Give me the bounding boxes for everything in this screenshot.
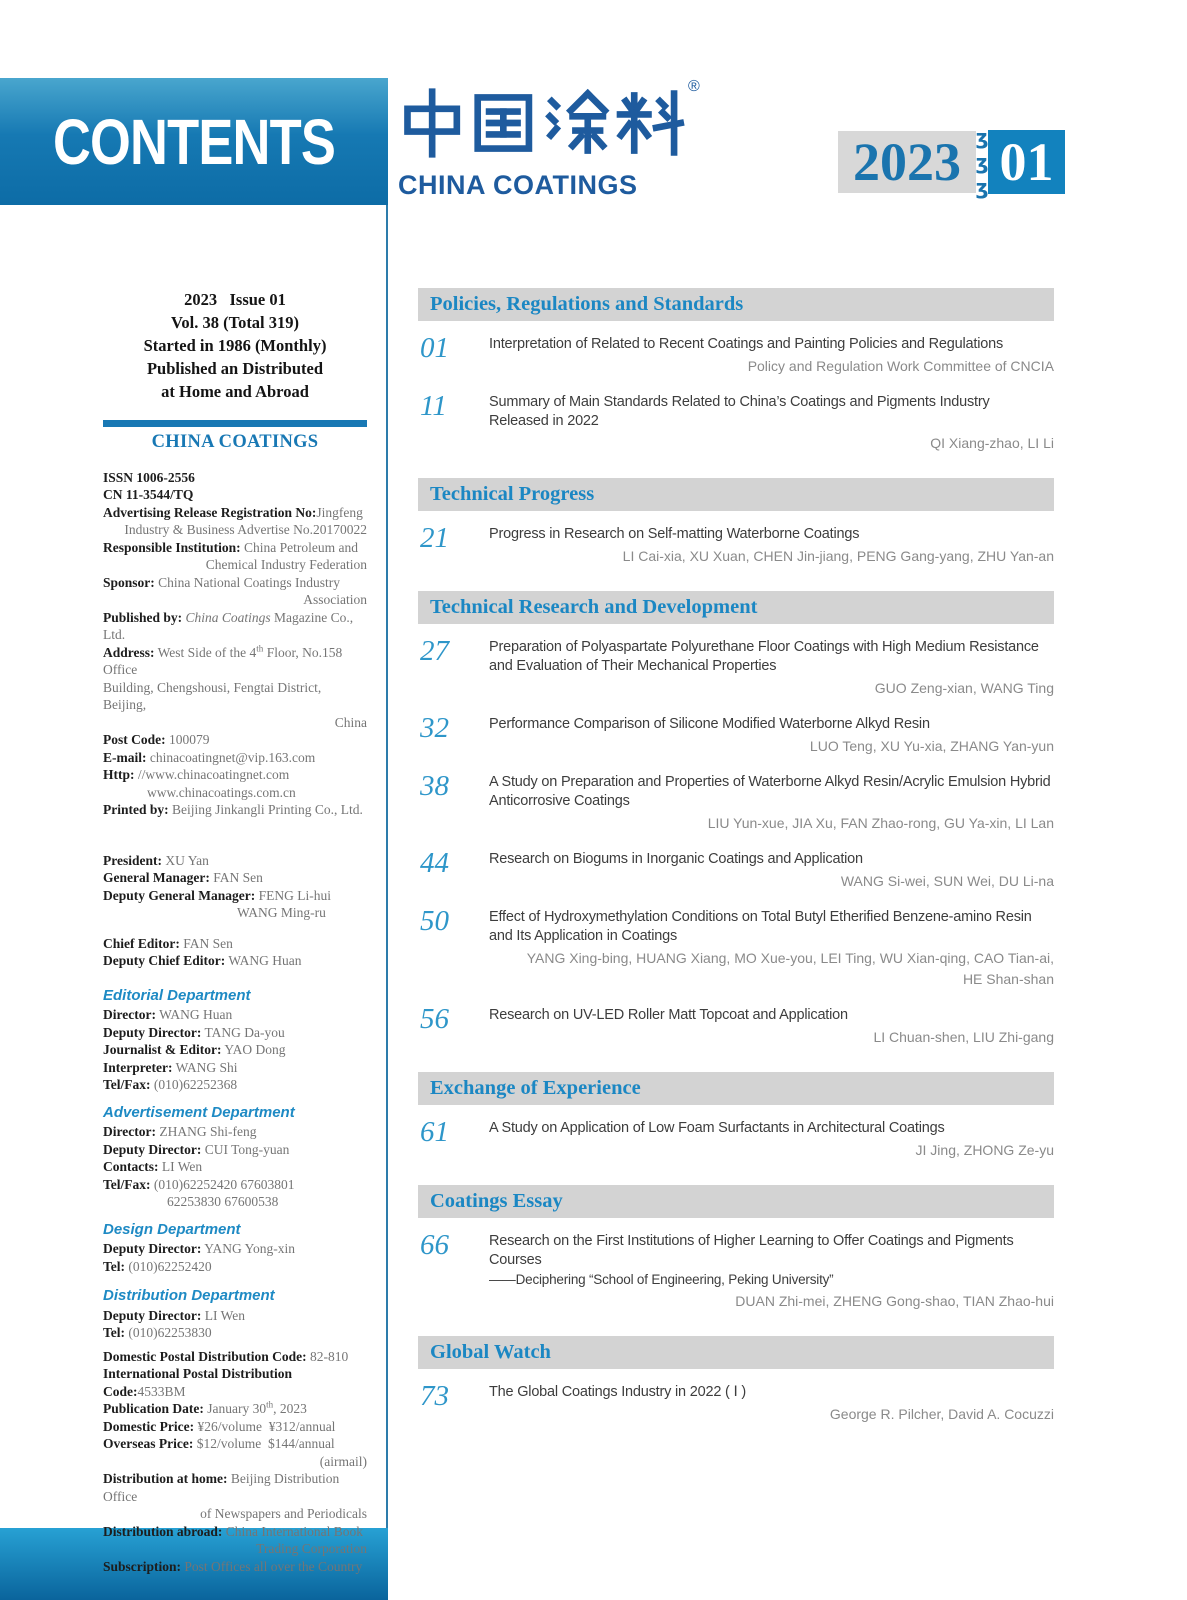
toc-page-number: 66 xyxy=(420,1229,449,1261)
sidebar-text-segment: International Postal Distribution Code: xyxy=(103,1366,293,1399)
toc-item-body xyxy=(489,523,1054,565)
sidebar-text-segment: Post Code: xyxy=(103,732,166,747)
toc-item xyxy=(418,1117,1054,1159)
sidebar-text-segment: Post Offices all over the Country xyxy=(181,1558,363,1574)
toc-section xyxy=(418,591,1054,1046)
sidebar-text-segment: Deputy General Manager: xyxy=(103,887,256,903)
sidebar-text-segment: Chemical Industry Federation xyxy=(205,557,367,572)
spiral-ring-icon: ʒ xyxy=(975,125,989,149)
sidebar-text-segment: th xyxy=(256,643,264,653)
contents-banner xyxy=(0,78,388,205)
sidebar-text-line xyxy=(103,935,367,953)
department-heading: Distribution Department xyxy=(103,1287,275,1304)
sidebar-text-line xyxy=(103,766,367,784)
section-title: Exchange of Experience xyxy=(430,1077,641,1099)
sidebar-text-segment: China National Coatings Industry xyxy=(154,574,340,590)
sidebar-text-line xyxy=(103,1348,367,1366)
sidebar-blocks xyxy=(103,469,367,1576)
sidebar-text-segment: LI Wen xyxy=(158,1159,203,1174)
sidebar-text-segment: Building, Chengshousi, Fengtai District, Beijing, xyxy=(103,679,322,712)
section-header-bar xyxy=(418,478,1054,511)
toc-page-number: 50 xyxy=(420,905,449,937)
sidebar-text-line xyxy=(103,574,367,592)
sidebar-text-segment: Tel: xyxy=(103,1258,126,1274)
sidebar-text-segment: Domestic Price: xyxy=(103,1418,195,1434)
sidebar-text-line xyxy=(103,539,367,557)
sidebar-text-segment: $12/volume $144/annual xyxy=(193,1436,335,1451)
sidebar-text-segment: Journalist & Editor: xyxy=(103,1042,222,1057)
sidebar-text-segment: 100079 xyxy=(165,732,210,747)
section-header-bar xyxy=(418,1185,1054,1218)
toc-section xyxy=(418,1185,1054,1310)
toc-item-authors-wrap xyxy=(489,949,1054,988)
section-items xyxy=(418,1381,1054,1423)
toc-item xyxy=(418,523,1054,565)
toc-item-body xyxy=(489,1117,1054,1159)
toc-item-body xyxy=(489,848,1054,890)
toc-item xyxy=(418,1004,1054,1046)
toc-item-authors: JI Jing, ZHONG Ze-yu xyxy=(915,1142,1054,1158)
toc-item-authors: YANG Xing-bing, HUANG Xiang, MO Xue-you, LEI Ting, WU Xian-qing, CAO Tian-ai, xyxy=(526,950,1054,966)
sidebar-text-line xyxy=(103,1041,367,1059)
sidebar-text-line xyxy=(103,731,367,749)
sidebar-info-block xyxy=(103,852,367,922)
sidebar-text-segment: WANG Huan xyxy=(225,953,302,968)
toc-item-authors: LUO Teng, XU Yu-xia, ZHANG Yan-yun xyxy=(809,738,1054,754)
toc-item-authors-wrap xyxy=(489,1292,1054,1310)
sidebar-text-line xyxy=(103,1059,367,1077)
publication-info-sidebar xyxy=(103,288,367,1575)
toc-item-title: Interpretation of Related to Recent Coatings and Painting Policies and Regulations xyxy=(489,336,1003,352)
toc-item xyxy=(418,636,1054,697)
sidebar-text-line xyxy=(103,1470,367,1505)
logo-english-text: CHINA COATINGS xyxy=(398,170,638,200)
toc-section xyxy=(418,1072,1054,1159)
sidebar-text-segment: Tel: xyxy=(103,1325,126,1340)
sidebar-text-line xyxy=(103,609,367,644)
toc-page-number: 27 xyxy=(420,635,449,667)
section-header-bar xyxy=(418,288,1054,321)
sidebar-info-block xyxy=(103,1348,367,1576)
toc-item-authors-wrap xyxy=(489,872,1054,890)
sidebar-text-segment: Industry & Business Advertise No.20170022 xyxy=(124,522,367,537)
toc-item-title: Preparation of Polyaspartate Polyurethane Floor Coatings with High Medium Resistance and Evaluation of Their Mechanical Properties xyxy=(489,639,1039,674)
sidebar-info-block xyxy=(103,1287,367,1342)
sidebar-text-segment: FAN Sen xyxy=(209,870,263,885)
sidebar-text-line xyxy=(103,749,367,767)
sidebar-text-segment: TANG Da-you xyxy=(201,1024,285,1040)
sidebar-text-line xyxy=(103,1258,367,1276)
sidebar-text-line xyxy=(103,714,367,732)
registered-trademark-icon: ® xyxy=(688,78,700,95)
section-title: Technical Research and Development xyxy=(430,596,758,618)
toc-item xyxy=(418,333,1054,375)
spiral-ring-icon: ʒ xyxy=(975,150,989,174)
sidebar-text-segment: FENG Li-hui xyxy=(255,887,331,903)
toc-page-number: 32 xyxy=(420,712,449,744)
toc-page-number: 73 xyxy=(420,1380,449,1412)
toc-item-body xyxy=(489,906,1054,988)
toc-page-number: 01 xyxy=(420,332,449,364)
section-title: Policies, Regulations and Standards xyxy=(430,293,744,315)
toc-section xyxy=(418,1336,1054,1423)
toc-item-title: Research on Biogums in Inorganic Coatings and Application xyxy=(489,851,863,867)
sidebar-text-segment: Interpreter: xyxy=(103,1059,173,1075)
sidebar-text-segment: Advertising Release Registration No: xyxy=(103,504,317,520)
sidebar-info-block xyxy=(103,469,367,819)
china-coatings-chinese-logo-icon xyxy=(398,84,694,162)
toc-item-authors: HE Shan-shan xyxy=(962,971,1054,987)
sidebar-text-segment: January 30 xyxy=(203,1401,267,1416)
sidebar-text-segment: Http: xyxy=(103,767,135,782)
sidebar-text-segment: www.chinacoatings.com.cn xyxy=(147,784,296,800)
sidebar-text-line xyxy=(103,904,367,922)
sidebar-text-line xyxy=(103,469,367,487)
section-title: Global Watch xyxy=(430,1341,551,1363)
sidebar-text-segment: Trading Corporation xyxy=(256,1541,367,1556)
sidebar-text-line xyxy=(103,521,367,539)
toc-item xyxy=(418,713,1054,755)
sidebar-divider-bar xyxy=(103,420,367,427)
section-items xyxy=(418,1230,1054,1310)
sidebar-text-segment: th xyxy=(266,1399,274,1410)
section-header-bar xyxy=(418,1072,1054,1105)
sidebar-text-segment: Domestic Postal Distribution Code: xyxy=(103,1348,307,1364)
sidebar-text-segment: Publication Date: xyxy=(103,1401,204,1416)
sidebar-info-block xyxy=(103,935,367,970)
issue-info-line: Vol. 38 (Total 319) xyxy=(170,313,300,332)
sidebar-info-lines xyxy=(103,852,367,922)
sidebar-text-segment: Director: xyxy=(103,1007,156,1022)
toc-item-body xyxy=(489,1381,1054,1423)
sidebar-text-line xyxy=(103,887,367,905)
sidebar-text-line xyxy=(103,679,367,714)
sidebar-text-segment: Deputy Director: xyxy=(103,1241,202,1256)
toc-item xyxy=(418,906,1054,988)
sidebar-text-segment: Tel/Fax: xyxy=(103,1176,151,1192)
sidebar-text-segment: Magazine Co., Ltd. xyxy=(103,609,354,642)
sidebar-text-segment: General Manager: xyxy=(103,870,210,885)
toc-item-title: The Global Coatings Industry in 2022 ( Ⅰ ) xyxy=(489,1384,747,1400)
toc-item-title: Progress in Research on Self-matting Waterborne Coatings xyxy=(489,526,860,542)
sidebar-text-line xyxy=(103,784,367,802)
section-items xyxy=(418,636,1054,1046)
toc-item-title: Performance Comparison of Silicone Modified Waterborne Alkyd Resin xyxy=(489,716,930,732)
sidebar-info-lines xyxy=(103,1123,367,1211)
table-of-contents xyxy=(418,288,1054,1449)
sidebar-text-segment: Association xyxy=(303,592,367,607)
issue-badge xyxy=(838,125,1068,199)
section-title: Coatings Essay xyxy=(430,1190,563,1212)
sidebar-text-segment: ISSN 1006-2556 xyxy=(103,469,195,485)
contents-title: CONTENTS xyxy=(52,105,336,178)
toc-page-number: 11 xyxy=(420,390,447,422)
sidebar-text-segment: YAO Dong xyxy=(221,1042,286,1057)
sidebar-text-segment: China International Book xyxy=(222,1523,364,1539)
issue-info-line: Published an Distributed xyxy=(146,359,324,378)
sidebar-text-segment: Contacts: xyxy=(103,1159,159,1174)
sidebar-text-line xyxy=(103,556,367,574)
toc-page-number: 56 xyxy=(420,1003,449,1035)
sidebar-info-lines xyxy=(103,935,367,970)
toc-item-authors-wrap xyxy=(489,814,1054,832)
sidebar-text-segment: Address: xyxy=(103,644,155,660)
toc-item-title: A Study on Preparation and Properties of Waterborne Alkyd Resin/Acrylic Emulsion Hybrid Anticorrosive Coatings xyxy=(489,774,1051,809)
sidebar-info-block xyxy=(103,987,367,1094)
sidebar-text-segment: Deputy Director: xyxy=(103,1024,202,1040)
section-items xyxy=(418,523,1054,565)
sidebar-text-line xyxy=(103,952,367,970)
toc-item-title: A Study on Application of Low Foam Surfactants in Architectural Coatings xyxy=(489,1120,945,1136)
toc-item-authors-wrap xyxy=(489,547,1054,565)
sidebar-text-segment: Published by: xyxy=(103,609,183,625)
sidebar-text-segment: Deputy Director: xyxy=(103,1141,202,1157)
sidebar-text-line xyxy=(103,1240,367,1258)
toc-item-body xyxy=(489,713,1054,755)
toc-item-authors-wrap xyxy=(489,737,1054,755)
toc-item-body xyxy=(489,1004,1054,1046)
sidebar-text-segment: Subscription: xyxy=(103,1558,182,1574)
sidebar-text-segment: Deputy Director: xyxy=(103,1307,202,1323)
toc-item-authors-wrap xyxy=(489,679,1054,697)
toc-item-authors-wrap xyxy=(489,1028,1054,1046)
spiral-ring-icon: ʒ xyxy=(975,175,989,199)
toc-item-authors-wrap xyxy=(489,434,1054,452)
sidebar-text-segment: WANG Huan xyxy=(155,1007,233,1022)
toc-item-authors: DUAN Zhi-mei, ZHENG Gong-shao, TIAN Zhao-hui xyxy=(735,1293,1054,1309)
sidebar-text-segment: President: xyxy=(103,852,162,868)
sidebar-text-segment: , 2023 xyxy=(273,1401,307,1416)
badge-year: 2023 xyxy=(838,131,976,193)
sidebar-text-segment: Tel/Fax: xyxy=(103,1077,151,1092)
sidebar-text-line xyxy=(103,1418,367,1436)
sidebar-text-segment: Director: xyxy=(103,1124,156,1139)
sidebar-text-segment: YANG Yong-xin xyxy=(201,1241,295,1256)
sidebar-text-segment: Responsible Institution: xyxy=(103,539,241,555)
sidebar-text-line xyxy=(103,591,367,609)
toc-item-title: Effect of Hydroxymethylation Conditions on Total Butyl Etherified Benzene-amino Resin and Its Application in Coatings xyxy=(489,909,1032,944)
sidebar-text-segment: China xyxy=(334,714,367,730)
sidebar-text-segment: (010)62252420 xyxy=(125,1258,212,1274)
toc-item-body xyxy=(489,771,1054,832)
sidebar-text-segment: Overseas Price: xyxy=(103,1436,194,1451)
toc-item xyxy=(418,771,1054,832)
sidebar-text-line xyxy=(103,644,367,679)
section-items xyxy=(418,1117,1054,1159)
sidebar-text-line xyxy=(103,1307,367,1325)
sidebar-text-line xyxy=(103,486,367,504)
sidebar-text-segment: Printed by: xyxy=(103,802,169,817)
toc-page-number: 21 xyxy=(420,522,449,554)
toc-item xyxy=(418,848,1054,890)
sidebar-text-segment: WANG Shi xyxy=(172,1059,238,1075)
sidebar-text-segment: LI Wen xyxy=(201,1307,245,1323)
sidebar-text-line xyxy=(103,1176,367,1194)
sidebar-info-lines xyxy=(103,1006,367,1094)
sidebar-text-segment: (010)62252420 67603801 xyxy=(150,1176,295,1192)
sidebar-text-segment: (airmail) xyxy=(319,1453,367,1469)
toc-page-number: 44 xyxy=(420,847,449,879)
sidebar-text-line xyxy=(103,1006,367,1024)
sidebar-text-line xyxy=(103,1558,367,1576)
sidebar-info-block xyxy=(103,1104,367,1211)
column-divider-line xyxy=(386,205,388,1600)
sidebar-text-segment: China Petroleum and xyxy=(240,539,359,555)
section-header-bar xyxy=(418,1336,1054,1369)
sidebar-text-line xyxy=(103,852,367,870)
badge-issue-number: 01 xyxy=(988,130,1065,194)
toc-item-authors-wrap xyxy=(489,1141,1054,1159)
sidebar-text-line xyxy=(103,1365,367,1400)
sidebar-text-segment: Beijing Distribution Office xyxy=(103,1471,340,1504)
spiral-binding-icon xyxy=(962,127,1002,197)
toc-page-number: 38 xyxy=(420,770,449,802)
issue-info-line: 2023 Issue 01 xyxy=(184,290,286,309)
toc-item-authors: George R. Pilcher, David A. Cocuzzi xyxy=(829,1406,1054,1422)
department-heading: Advertisement Department xyxy=(103,1103,295,1121)
sidebar-text-line xyxy=(103,504,367,522)
sidebar-text-segment: 62253830 67600538 xyxy=(167,1194,279,1209)
sidebar-text-segment: //www.chinacoatingnet.com xyxy=(134,767,290,782)
section-items xyxy=(418,333,1054,452)
sidebar-info-lines xyxy=(103,1240,367,1275)
sidebar-text-segment: E-mail: xyxy=(103,749,147,765)
sidebar-text-line xyxy=(103,1453,367,1471)
department-heading: Design Department xyxy=(103,1220,241,1238)
sidebar-info-lines xyxy=(103,469,367,819)
sidebar-text-segment: (010)62253830 xyxy=(125,1325,212,1340)
sidebar-text-line xyxy=(103,1076,367,1094)
sidebar-text-line xyxy=(103,869,367,887)
sidebar-text-line xyxy=(103,1435,367,1453)
toc-item-authors: LI Chuan-shen, LIU Zhi-gang xyxy=(873,1029,1054,1045)
toc-item-authors: WANG Si-wei, SUN Wei, DU Li-na xyxy=(840,873,1054,889)
sidebar-text-line xyxy=(103,1324,367,1342)
magazine-logo xyxy=(398,78,700,201)
section-title: Technical Progress xyxy=(430,483,595,505)
toc-item-authors-wrap xyxy=(489,1405,1054,1423)
sidebar-info-block xyxy=(103,1221,367,1276)
sidebar-text-segment: Chief Editor: xyxy=(103,935,180,951)
sidebar-info-lines xyxy=(103,1307,367,1342)
toc-section xyxy=(418,288,1054,452)
sidebar-text-segment: CUI Tong-yuan xyxy=(201,1141,290,1157)
toc-item xyxy=(418,1381,1054,1423)
sidebar-text-segment: 82-810 xyxy=(306,1348,349,1364)
sidebar-text-segment: FAN Sen xyxy=(179,935,233,951)
toc-item-authors: QI Xiang-zhao, LI Li xyxy=(930,435,1054,451)
sidebar-text-line xyxy=(103,801,367,819)
sidebar-text-segment: Floor, No.158 Office xyxy=(103,644,343,677)
toc-item-title: Research on UV-LED Roller Matt Topcoat and Application xyxy=(489,1007,848,1023)
toc-item-body xyxy=(489,636,1054,697)
sidebar-text-segment: XU Yan xyxy=(162,852,209,868)
sidebar-text-segment: Beijing Jinkangli Printing Co., Ltd. xyxy=(168,802,363,817)
toc-item-subtitle: ——Deciphering “School of Engineering, Peking University” xyxy=(489,1272,834,1287)
toc-item-authors: Policy and Regulation Work Committee of CNCIA xyxy=(747,358,1054,374)
sidebar-text-segment: chinacoatingnet@vip.163.com xyxy=(146,749,316,765)
sidebar-text-segment: ZHANG Shi-feng xyxy=(155,1124,257,1139)
department-heading: Editorial Department xyxy=(103,986,251,1004)
sidebar-text-line xyxy=(103,1400,367,1418)
toc-item-authors: GUO Zeng-xian, WANG Ting xyxy=(874,680,1054,696)
toc-item-body xyxy=(489,333,1054,375)
sidebar-text-line xyxy=(103,1158,367,1176)
sidebar-text-line xyxy=(103,1024,367,1042)
sidebar-text-segment: West Side of the 4 xyxy=(154,644,257,660)
issue-info-line: at Home and Abroad xyxy=(161,382,309,401)
toc-item xyxy=(418,391,1054,452)
sidebar-text-line xyxy=(103,1540,367,1558)
sidebar-text-segment: ¥26/volume ¥312/annual xyxy=(194,1418,336,1434)
sidebar-text-segment: China Coatings xyxy=(182,609,271,625)
sidebar-info-lines xyxy=(103,1348,367,1576)
sidebar-text-line xyxy=(103,1193,367,1211)
sidebar-text-segment: 4533BM xyxy=(137,1383,186,1399)
toc-item-title: Research on the First Institutions of Higher Learning to Offer Coatings and Pigments Courses xyxy=(489,1233,1014,1268)
toc-item-title: Summary of Main Standards Related to China’s Coatings and Pigments Industry Released in 2022 xyxy=(489,394,990,429)
sidebar-text-segment: Deputy Chief Editor: xyxy=(103,953,226,968)
sidebar-text-segment: Distribution abroad: xyxy=(103,1523,223,1539)
toc-item-authors: LI Cai-xia, XU Xuan, CHEN Jin-jiang, PENG Gang-yang, ZHU Yan-an xyxy=(622,548,1054,564)
sidebar-text-segment: of Newspapers and Periodicals xyxy=(200,1506,367,1521)
sidebar-text-segment: WANG Ming-ru xyxy=(237,905,326,920)
sidebar-text-segment: (010)62252368 xyxy=(150,1077,238,1092)
toc-item-body xyxy=(489,391,1054,452)
toc-section xyxy=(418,478,1054,565)
section-header-bar xyxy=(418,591,1054,624)
issue-info-line: Started in 1986 (Monthly) xyxy=(143,336,327,355)
toc-item xyxy=(418,1230,1054,1310)
sidebar-text-segment: Distribution at home: xyxy=(103,1471,228,1486)
magazine-name: CHINA COATINGS xyxy=(151,432,319,452)
toc-item-body xyxy=(489,1230,1054,1310)
sidebar-text-segment: CN 11-3544/TQ xyxy=(103,487,194,502)
sidebar-text-line xyxy=(103,1523,367,1541)
issue-info xyxy=(103,288,367,403)
sidebar-text-line xyxy=(103,1141,367,1159)
sidebar-text-line xyxy=(103,1505,367,1523)
sidebar-text-segment: Jingfeng xyxy=(316,504,363,520)
toc-page-number: 61 xyxy=(420,1116,449,1148)
toc-item-authors-wrap xyxy=(489,357,1054,375)
toc-item-authors: LIU Yun-xue, JIA Xu, FAN Zhao-rong, GU Ya-xin, LI Lan xyxy=(707,815,1054,831)
sidebar-text-line xyxy=(103,1123,367,1141)
sidebar-text-segment: Sponsor: xyxy=(103,574,155,590)
